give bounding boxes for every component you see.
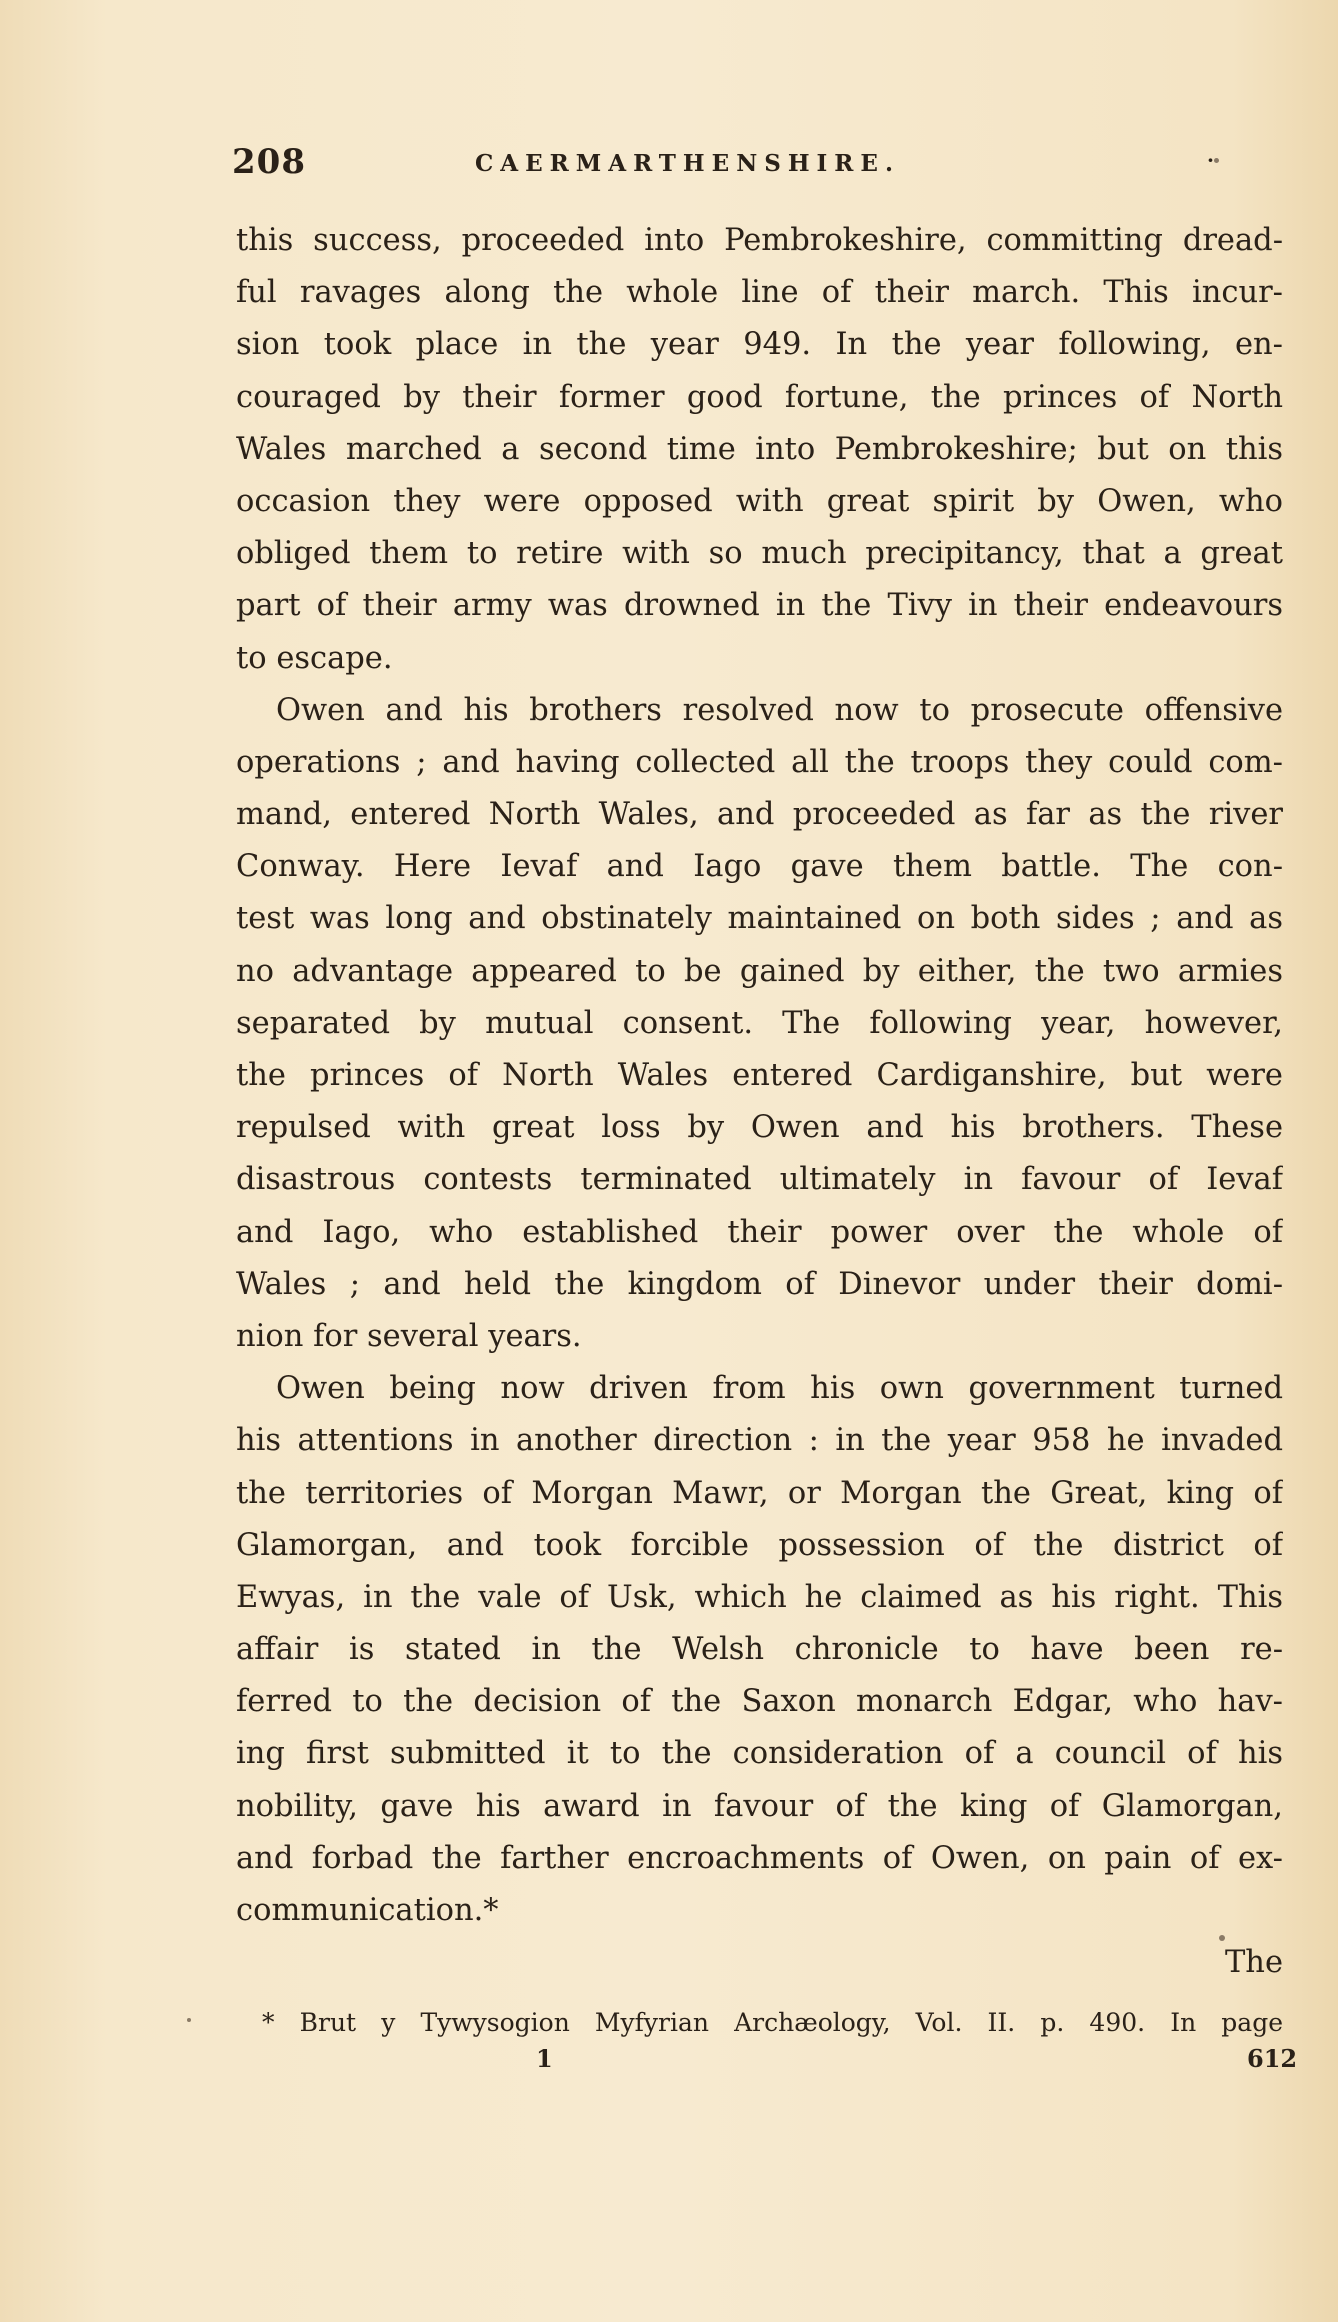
header-mark: · [1207,148,1214,172]
footnote [262,2005,1283,2041]
text-line: nion for several years. [236,1318,582,1354]
text-line: part of their army was drowned in the Tivy in their endeavours [236,588,1283,624]
text-line: ful ravages along the whole line of their march. This incur- [236,275,1283,311]
text-line: test was long and obstinately maintained on both sides ; and as [236,901,1283,937]
text-line: ferred to the decision of the Saxon monarch Edgar, who hav- [236,1684,1283,1720]
body-text [236,215,1283,1989]
paper-speck [187,2018,191,2022]
text-line: Owen being now driven from his own government turned [276,1371,1283,1407]
text-line: communication.* [236,1893,499,1928]
text-line: mand, entered North Wales, and proceeded as far as the river [236,797,1283,833]
text-line: separated by mutual consent. The following year, however, [236,1005,1283,1041]
page-number: 208 [232,142,306,182]
text-line: Ewyas, in the vale of Usk, which he claimed as his right. This [236,1579,1283,1615]
text-line: and forbad the farther encroachments of Owen, on pain of ex- [236,1840,1283,1876]
text-line: no advantage appeared to be gained by either, the two armies [236,953,1283,989]
running-head: CAERMARTHENSHIRE. [475,150,900,177]
text-line: repulsed with great loss by Owen and his brothers. These [236,1110,1283,1146]
text-line: Glamorgan, and took forcible possession of the district of [236,1527,1283,1563]
text-line: sion took place in the year 949. In the year following, en- [236,327,1283,363]
paper-speck [1214,158,1219,163]
footnote-continuation: 612 [1247,2044,1298,2073]
page-header [232,142,1272,186]
text-line: the territories of Morgan Mawr, or Morgan the Great, king of [236,1475,1283,1511]
text-line: Conway. Here Ievaf and Iago gave them battle. The con- [236,849,1283,885]
text-line: operations ; and having collected all the troops they could com- [236,744,1283,780]
text-line: the princes of North Wales entered Cardiganshire, but were [236,1058,1283,1093]
text-line: couraged by their former good fortune, the princes of North [236,379,1283,415]
text-line: and Iago, who established their power over the whole of [236,1214,1283,1250]
text-line: this success, proceeded into Pembrokeshire, committing dread- [236,223,1283,258]
text-line: disastrous contests terminated ultimately in favour of Ievaf [236,1162,1283,1198]
text-line: Wales marched a second time into Pembrokeshire; but on this [236,431,1283,467]
text-line: nobility, gave his award in favour of the king of Glamorgan, [236,1788,1283,1824]
catchword: The [1224,1945,1283,1981]
text-line: his attentions in another direction : in the year 958 he invaded [236,1423,1283,1459]
text-line: affair is stated in the Welsh chronicle to have been re- [236,1632,1283,1668]
footnote-text: * Brut y Tywysogion Myfyrian Archæology, Vol. II. p. 490. In page [262,2008,1283,2037]
text-line: occasion they were opposed with great spirit by Owen, who [236,483,1283,519]
text-line: ing first submitted it to the consideration of a council of his [236,1736,1283,1772]
signature-mark: 1 [536,2044,553,2073]
text-line: to escape. [236,640,393,676]
text-line: obliged them to retire with so much precipitancy, that a great [236,536,1283,572]
text-line: Owen and his brothers resolved now to prosecute offensive [276,692,1283,728]
text-line: Wales ; and held the kingdom of Dinevor under their domi- [236,1266,1283,1302]
paper-speck [1219,1935,1225,1941]
